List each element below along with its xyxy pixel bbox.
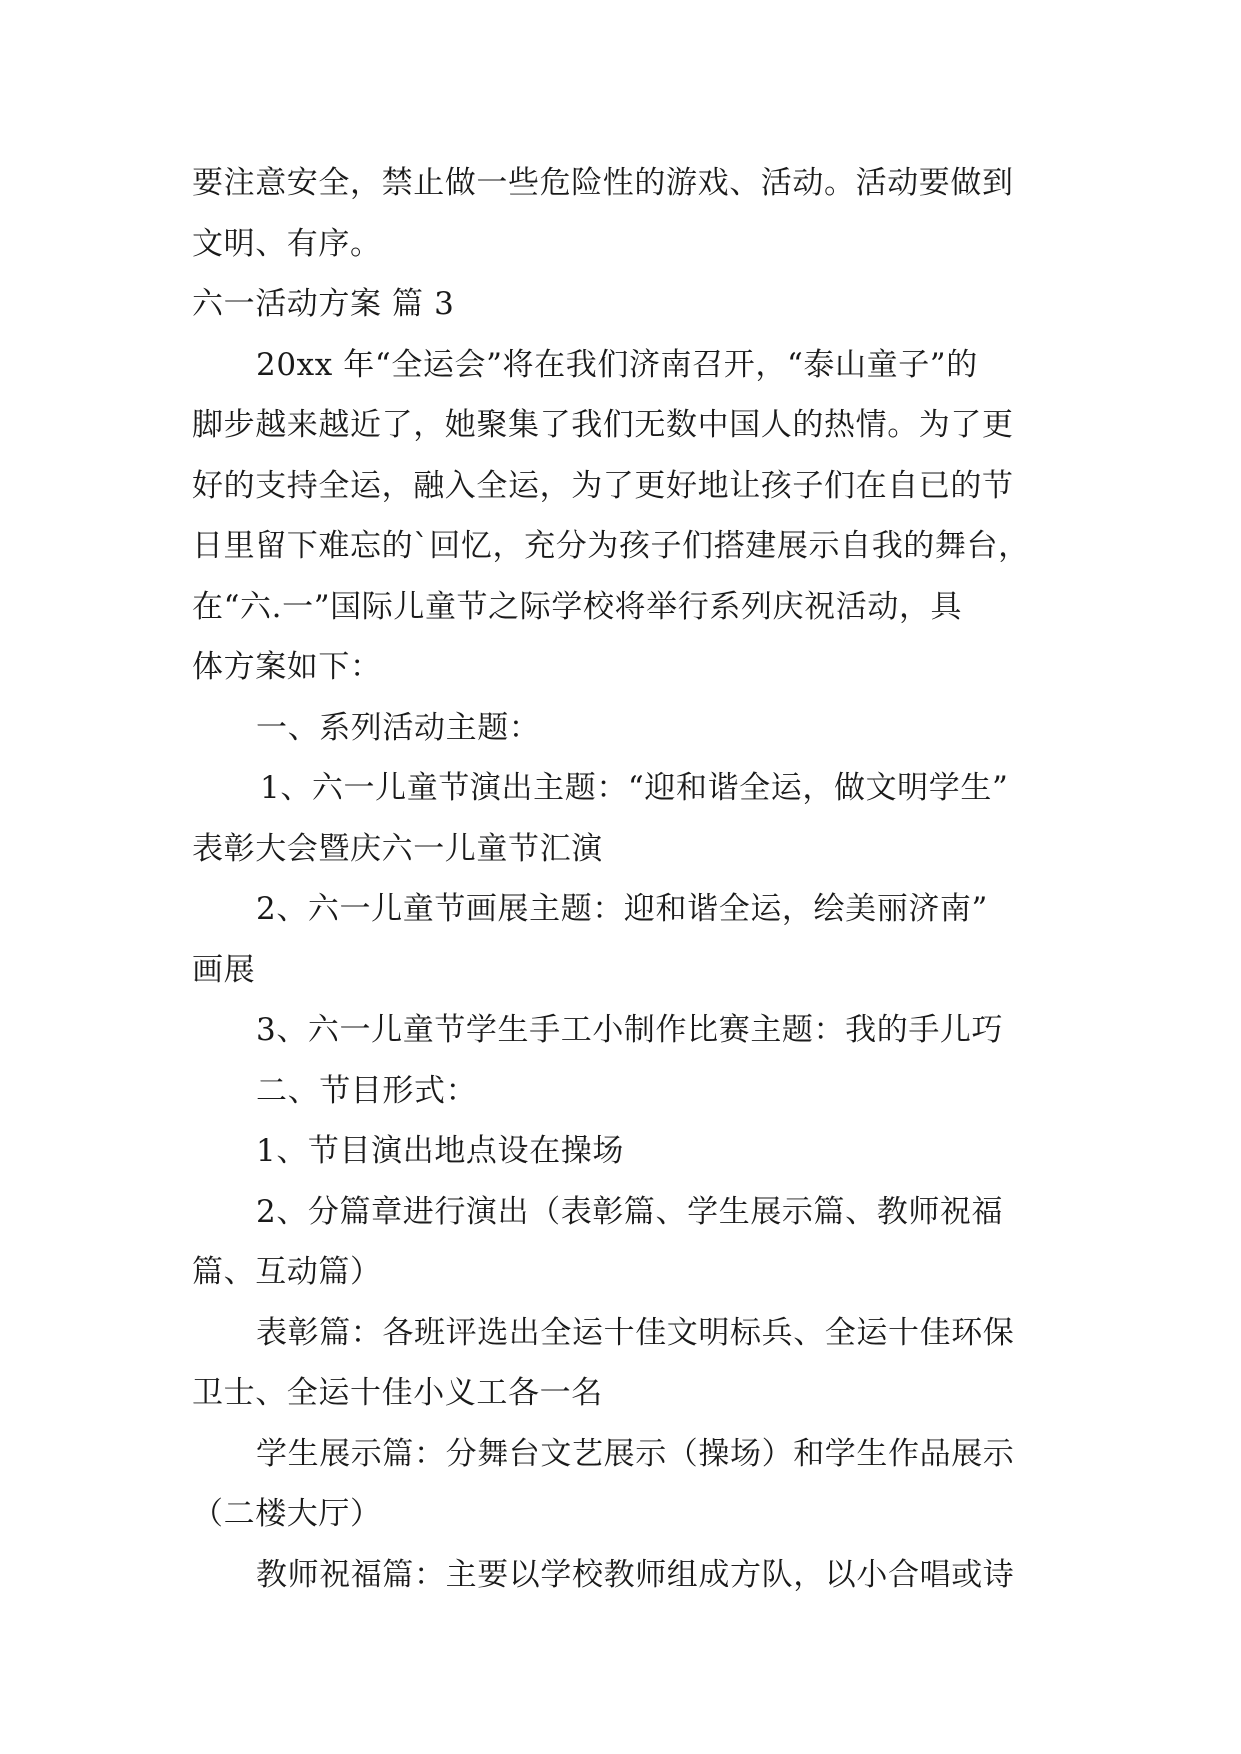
text-line-10: 一、系列活动主题： [256, 709, 541, 746]
text-line-21: 卫士、全运十佳小义工各一名 [192, 1375, 603, 1411]
text-line-5: 脚步越来越近了，她聚集了我们无数中国人的热情。为了更 [192, 407, 1014, 443]
text-line-1: 要注意安全，禁止做一些危险性的游戏、活动。活动要做到 [192, 165, 1014, 201]
text-line-22: 学生展示篇：分舞台文艺展示（操场）和学生作品展示 [256, 1435, 1015, 1472]
text-line-24: 教师祝福篇：主要以学校教师组成方队，以小合唱或诗 [256, 1556, 1015, 1593]
text-line-23: （二楼大厅） [192, 1496, 382, 1532]
text-line-6: 好的支持全运，融入全运，为了更好地让孩子们在自已的节 [192, 467, 1014, 504]
text-line-8: 在“六.一”国际儿童节之际学校将举行系列庆祝活动，具 [192, 588, 963, 625]
text-line-2: 文明、有序。 [192, 225, 382, 262]
section-heading: 六一活动方案 篇 3 [192, 286, 455, 322]
text-line-16: 二、节目形式： [256, 1072, 478, 1109]
text-line-9: 体方案如下： [192, 649, 382, 685]
text-line-7: 日里留下难忘的`回忆，充分为孩子们搭建展示自我的舞台， [192, 528, 1030, 564]
text-line-20: 表彰篇：各班评选出全运十佳文明标兵、全运十佳环保 [256, 1314, 1015, 1351]
text-line-15: 3、六一儿童节学生手工小制作比赛主题：我的手儿巧 [256, 1012, 1004, 1048]
text-line-12: 表彰大会暨庆六一儿童节汇演 [192, 830, 603, 867]
text-line-19: 篇、互动篇） [192, 1254, 382, 1290]
text-line-11: 1、六一儿童节演出主题：“迎和谐全运，做文明学生” [260, 770, 1009, 806]
text-line-14: 画展 [192, 951, 256, 988]
text-line-17: 1、节目演出地点设在操场 [256, 1133, 624, 1169]
text-line-13: 2、六一儿童节画展主题：迎和谐全运，绘美丽济南” [256, 891, 988, 927]
text-line-4: 20xx 年“全运会”将在我们济南召开，“泰山童子”的 [256, 346, 978, 383]
document-body [192, 153, 1050, 1605]
text-line-18: 2、分篇章进行演出（表彰篇、学生展示篇、教师祝福 [256, 1193, 1004, 1230]
